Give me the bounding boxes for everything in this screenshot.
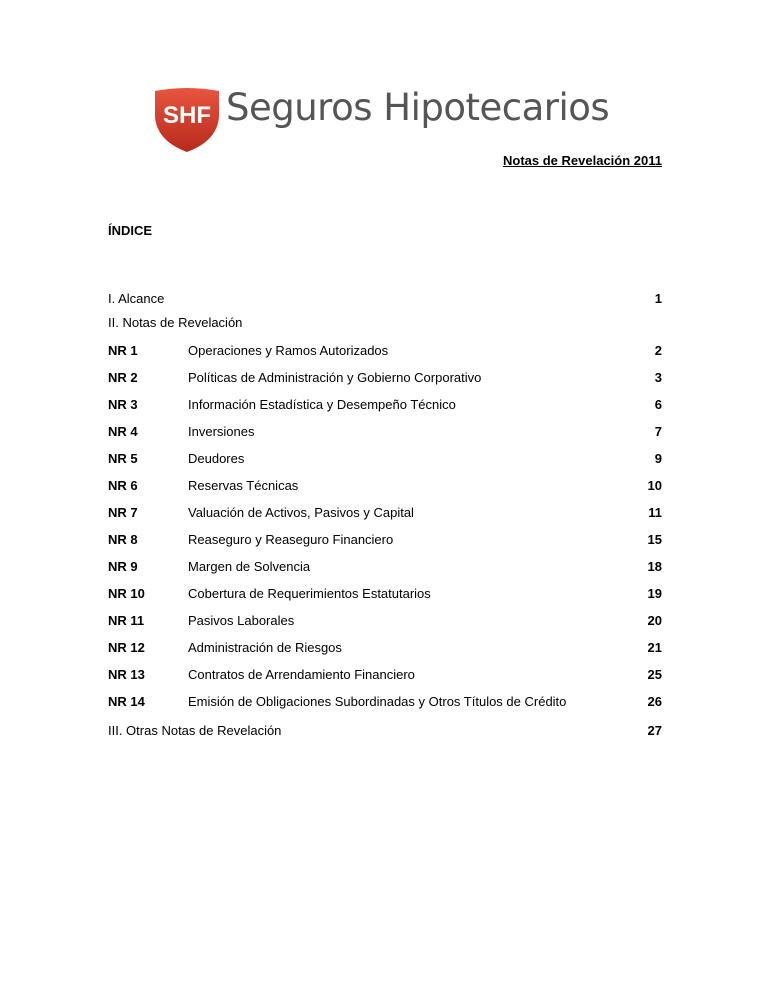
index-heading: ÍNDICE [108, 223, 153, 238]
shf-logo-shield [151, 87, 223, 153]
toc-title: Contratos de Arrendamiento Financiero [188, 667, 415, 682]
toc-entry[interactable] [108, 586, 662, 602]
toc-entry[interactable] [108, 505, 662, 521]
toc-code: NR 6 [108, 478, 138, 493]
toc-code: NR 1 [108, 343, 138, 358]
toc-code: NR 3 [108, 397, 138, 412]
toc-page: 26 [647, 694, 662, 709]
toc-entry[interactable] [108, 343, 662, 359]
toc-page: 18 [647, 559, 662, 574]
toc-entry[interactable] [108, 640, 662, 656]
toc-title: Margen de Solvencia [188, 559, 311, 574]
toc-title: Reaseguro y Reaseguro Financiero [188, 532, 394, 547]
toc-entry[interactable] [108, 667, 662, 683]
toc-code: NR 8 [108, 532, 138, 547]
toc-entry[interactable] [108, 397, 662, 413]
toc-label: III. Otras Notas de Revelación [108, 723, 282, 738]
toc-page: 3 [654, 370, 662, 385]
toc-code: NR 4 [108, 424, 138, 439]
toc-entry[interactable] [108, 370, 662, 386]
toc-entry[interactable] [108, 559, 662, 575]
toc-entry-alcance[interactable] [108, 291, 662, 307]
toc-title: Valuación de Activos, Pasivos y Capital [188, 505, 414, 520]
toc-title: Cobertura de Requerimientos Estatutarios [188, 586, 431, 601]
toc-entry[interactable] [108, 424, 662, 440]
svg-text:SHF: SHF [163, 102, 211, 129]
toc-page: 21 [647, 640, 662, 655]
toc-page: 27 [647, 723, 662, 738]
logo-wordmark: Seguros Hipotecarios [226, 86, 610, 129]
toc-page: 7 [654, 424, 662, 439]
toc-title: Inversiones [188, 424, 255, 439]
toc-label: II. Notas de Revelación [108, 315, 243, 330]
toc-page: 6 [654, 397, 662, 412]
toc-code: NR 11 [108, 613, 145, 628]
toc-title: Reservas Técnicas [188, 478, 299, 493]
toc-page: 25 [647, 667, 662, 682]
toc-code: NR 12 [108, 640, 145, 655]
toc-entry[interactable] [108, 613, 662, 629]
toc-code: NR 9 [108, 559, 138, 574]
toc-code: NR 7 [108, 505, 138, 520]
toc-page: 9 [654, 451, 662, 466]
toc-entry[interactable] [108, 478, 662, 494]
toc-title: Administración de Riesgos [188, 640, 342, 655]
toc-page: 20 [647, 613, 662, 628]
toc-page: 11 [648, 505, 662, 520]
toc-entry-otras[interactable] [108, 723, 662, 739]
toc-entry[interactable] [108, 694, 662, 710]
toc-section-notas [108, 315, 662, 331]
toc-title: Operaciones y Ramos Autorizados [188, 343, 389, 358]
toc-page: 15 [647, 532, 662, 547]
toc-code: NR 2 [108, 370, 138, 385]
toc-page: 19 [647, 586, 662, 601]
document-title: Notas de Revelación 2011 [503, 153, 662, 168]
toc-title: Emisión de Obligaciones Subordinadas y Otros Títulos de Crédito [188, 694, 567, 709]
toc-title: Políticas de Administración y Gobierno Corporativo [188, 370, 482, 385]
toc-entry[interactable] [108, 532, 662, 548]
toc-code: NR 10 [108, 586, 145, 601]
toc-code: NR 5 [108, 451, 138, 466]
toc-page: 10 [647, 478, 662, 493]
toc-label: I. Alcance [108, 291, 165, 306]
toc-code: NR 14 [108, 694, 145, 709]
toc-page: 2 [654, 343, 662, 358]
toc-entry[interactable] [108, 451, 662, 467]
toc-title: Información Estadística y Desempeño Técnico [188, 397, 456, 412]
toc-page: 1 [654, 291, 662, 306]
toc-title: Deudores [188, 451, 245, 466]
toc-title: Pasivos Laborales [188, 613, 295, 628]
toc-code: NR 13 [108, 667, 145, 682]
